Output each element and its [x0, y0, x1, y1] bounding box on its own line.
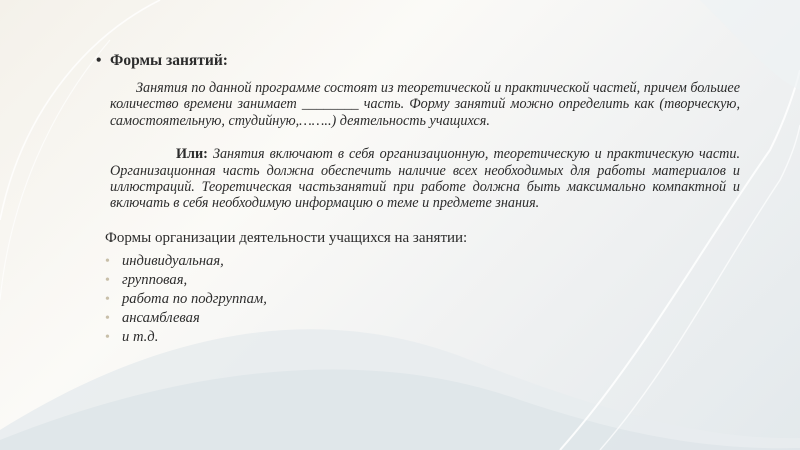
section-heading: [96, 52, 740, 70]
list-item: [105, 290, 740, 309]
list-item: [105, 271, 740, 290]
list-item-text: ансамблевая: [122, 309, 200, 326]
slide-content: [84, 52, 740, 347]
list-item-text: и т.д.: [122, 328, 159, 345]
list-item-text: работа по подгруппам,: [122, 290, 267, 307]
paragraph-alternative: [110, 146, 740, 212]
list-bullet-icon: •: [105, 272, 110, 288]
list-item: [105, 309, 740, 328]
list-item: [105, 252, 740, 271]
list-item-text: индивидуальная,: [122, 252, 224, 269]
paragraph-alternative-text: Занятия включают в себя организационную, теоретическую и практическую части. Организационная часть должна обеспечить наличие всех необходимых для работы материалов и иллюстраций. Теоретическая частьзанятий при работе должна быть максимально компактной и включать в себя необходимую информацию о теме и предмете знания.: [110, 146, 741, 212]
alternative-label: Или:: [176, 146, 208, 163]
paragraph-program-text: Занятия по данной программе состоят из теоретической и практической частей, причем большее количество времени занимает ________ часть. Форму занятий можно определить как (творческую, самостоятельную, студийную,……..) деятельность учащихся.: [110, 80, 740, 129]
list-bullet-icon: •: [105, 253, 110, 269]
list-bullet-icon: •: [105, 291, 110, 307]
forms-title: Формы организации деятельности учащихся на занятии:: [105, 229, 468, 246]
list-item-text: групповая,: [122, 271, 188, 288]
list-bullet-icon: •: [105, 310, 110, 326]
paragraph-program: [110, 80, 740, 129]
heading-bullet-icon: •: [96, 52, 102, 69]
forms-list: [105, 252, 740, 347]
list-item: [105, 328, 740, 347]
heading-text: Формы занятий:: [110, 52, 228, 69]
list-bullet-icon: •: [105, 329, 110, 345]
